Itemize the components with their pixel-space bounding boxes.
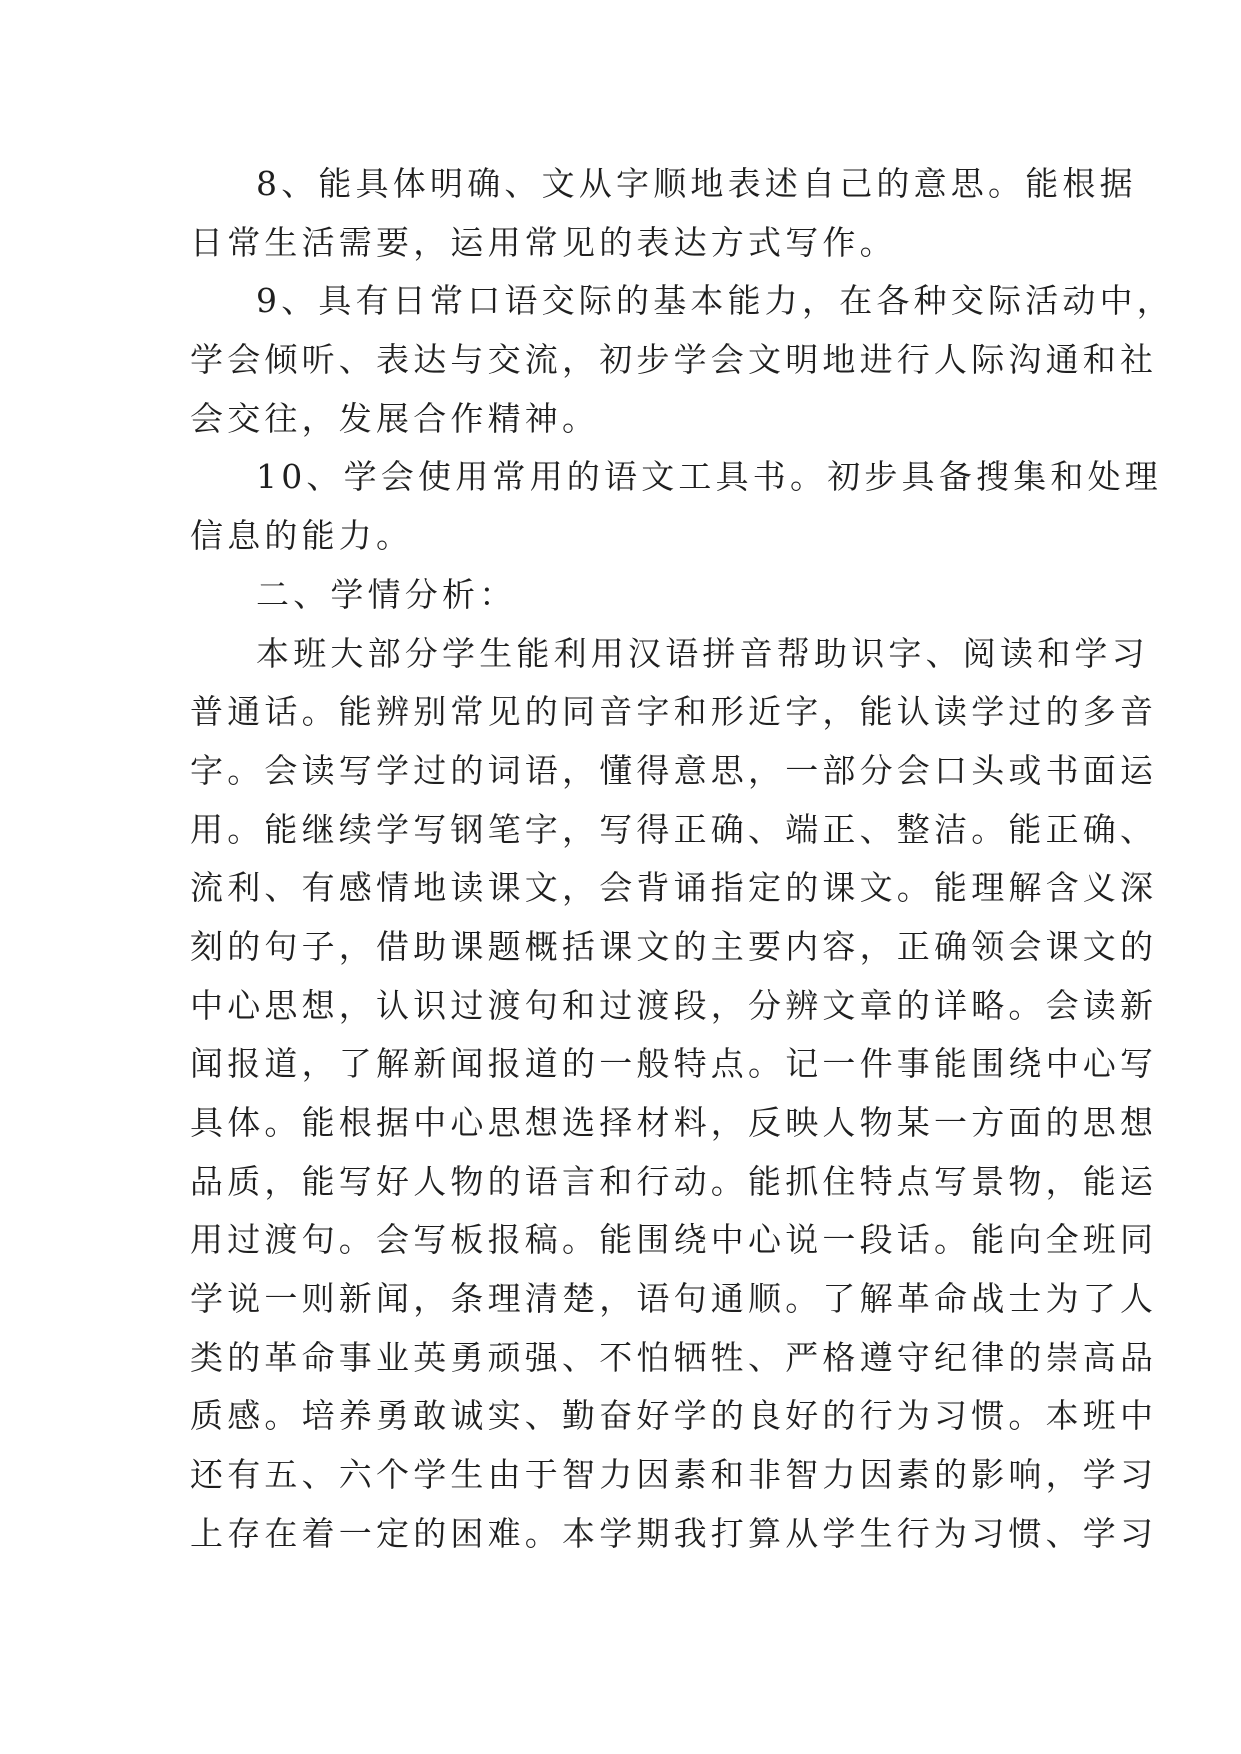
paragraph-line: 学说一则新闻，条理清楚，语句通顺。了解革命战士为了人 <box>190 1279 1158 1319</box>
paragraph-line: 具体。能根据中心思想选择材料，反映人物某一方面的思想 <box>190 1103 1158 1142</box>
paragraph-line: 闻报道，了解新闻报道的一般特点。记一件事能围绕中心写 <box>190 1044 1158 1084</box>
paragraph-line: 普通话。能辨别常见的同音字和形近字，能认读学过的多音 <box>190 692 1158 732</box>
paragraph-line: 本班大部分学生能利用汉语拼音帮助识字、阅读和学习 <box>256 633 1149 673</box>
paragraph-line: 学会倾听、表达与交流，初步学会文明地进行人际沟通和社 <box>190 340 1158 380</box>
paragraph-line: 类的革命事业英勇顽强、不怕牺牲、严格遵守纪律的崇高品 <box>190 1337 1158 1377</box>
paragraph-line: 流利、有感情地读课文，会背诵指定的课文。能理解含义深 <box>190 868 1158 908</box>
paragraph-line: 质感。培养勇敢诚实、勤奋好学的良好的行为习惯。本班中 <box>190 1396 1158 1436</box>
paragraph-line: 中心思想，认识过渡句和过渡段，分辨文章的详略。会读新 <box>190 985 1158 1025</box>
paragraph-line: 信息的能力。 <box>190 516 414 556</box>
document-body <box>190 155 1174 1564</box>
paragraph-line: 8、能具体明确、文从字顺地表述自己的意思。能根据 <box>256 164 1137 203</box>
paragraph-line: 字。会读写学过的词语，懂得意思，一部分会口头或书面运 <box>190 750 1158 790</box>
paragraph-line: 用。能继续学写钢笔字，写得正确、端正、整洁。能正确、 <box>190 809 1158 849</box>
paragraph-line: 上存在着一定的困难。本学期我打算从学生行为习惯、学习 <box>190 1513 1158 1553</box>
paragraph-line: 9、具有日常口语交际的基本能力，在各种交际活动中， <box>256 281 1174 321</box>
paragraph-line: 10、学会使用常用的语文工具书。初步具备搜集和处理 <box>256 457 1162 497</box>
paragraph-line: 日常生活需要，运用常见的表达方式写作。 <box>190 222 897 262</box>
section-heading: 二、学情分析： <box>256 574 517 614</box>
paragraph-line: 品质，能写好人物的语言和行动。能抓住特点写景物，能运 <box>190 1161 1158 1201</box>
paragraph-line: 用过渡句。会写板报稿。能围绕中心说一段话。能向全班同 <box>190 1220 1158 1260</box>
paragraph-line: 刻的句子，借助课题概括课文的主要内容，正确领会课文的 <box>190 926 1158 966</box>
paragraph-line: 会交往，发展合作精神。 <box>190 398 600 438</box>
paragraph-line: 还有五、六个学生由于智力因素和非智力因素的影响，学习 <box>190 1455 1158 1495</box>
